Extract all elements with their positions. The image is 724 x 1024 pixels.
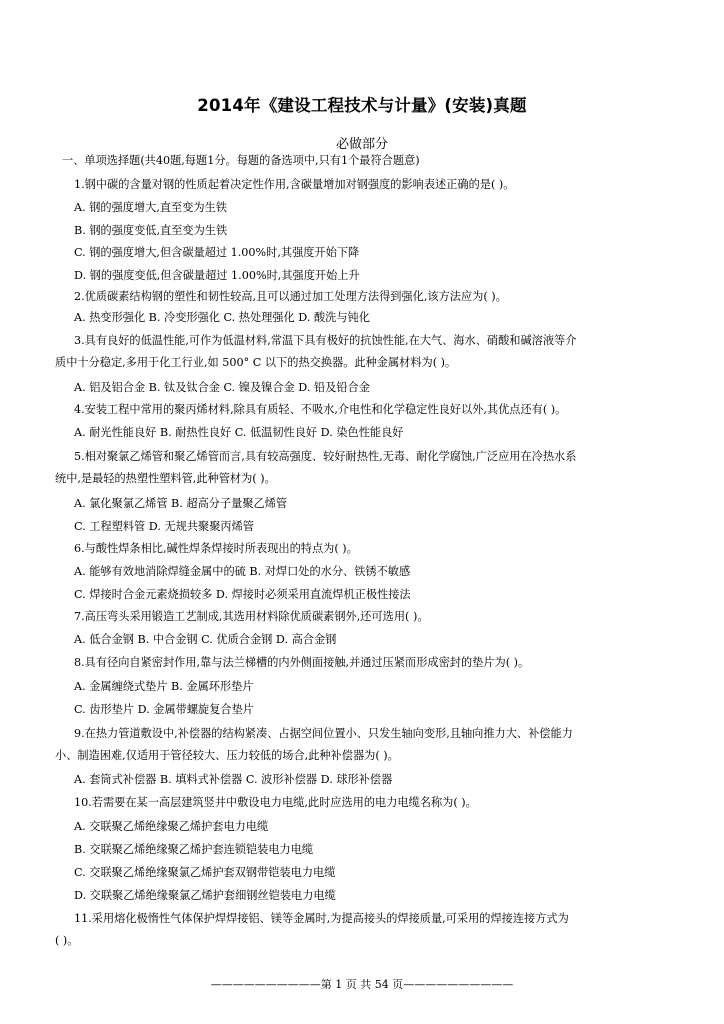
- text-line: 统中,是最轻的热塑性塑料管,此种管材为( )。: [55, 472, 276, 485]
- text-line: A. 套筒式补偿器 B. 填料式补偿器 C. 波形补偿器 D. 球形补偿器: [74, 773, 393, 786]
- text-line: 7.高压弯头采用锻造工艺制成,其选用材料除优质碳素钢外,还可选用( )。: [74, 610, 429, 623]
- text-line: 2.优质碳素结构钢的塑性和韧性较高,且可以通过加工处理方法得到强化,该方法应为( )。: [74, 290, 507, 303]
- text-line: A. 低合金钢 B. 中合金钢 C. 优质合金钢 D. 高合金钢: [74, 633, 337, 646]
- text-line: 4.安装工程中常用的聚丙烯材料,除具有质轻、不吸水,介电性和化学稳定性良好以外,其优点还有( )。: [74, 403, 567, 416]
- text-line: 5.相对聚氯乙烯管和聚乙烯管而言,具有较高强度、较好耐热性,无毒、耐化学腐蚀,广泛应用在冷热水系: [74, 450, 577, 463]
- text-line: 1.钢中碳的含量对钢的性质起着决定性作用,含碳量增加对钢强度的影响表述正确的是( )。: [74, 178, 515, 191]
- text-line: 6.与酸性焊条相比,碱性焊条焊接时所表现出的特点为( )。: [74, 542, 358, 555]
- text-line: A. 能够有效地消除焊缝金属中的硫 B. 对焊口处的水分、铁锈不敏感: [74, 565, 411, 578]
- page-title: 2014年《建设工程技术与计量》(安装)真题: [197, 96, 527, 115]
- text-line: C. 齿形垫片 D. 金属带螺旋复合垫片: [74, 703, 254, 716]
- text-line: C. 焊接时合金元素烧损较多 D. 焊接时必须采用直流焊机正极性接法: [74, 588, 411, 601]
- text-line: A. 铝及铝合金 B. 钛及钛合金 C. 镍及镍合金 D. 铅及铅合金: [74, 381, 370, 394]
- text-line: 8.具有径向自紧密封作用,靠与法兰梯槽的内外侧面接触,并通过压紧而形成密封的垫片为( )。: [74, 656, 530, 669]
- text-line: 质中十分稳定,多用于化工行业,如 500° C 以下的热交换器。此种金属材料为( )。: [55, 356, 457, 369]
- section-heading: 一、单项选择题(共40题,每题1分。每题的备选项中,只有1个最符合题意): [62, 154, 420, 167]
- text-line: 9.在热力管道敷设中,补偿器的结构紧凑、占据空间位置小、只发生轴向变形,且轴向推力大、补偿能力: [74, 727, 573, 740]
- text-line: C. 交联聚乙烯绝缘聚氯乙烯护套双钢带铠装电力电缆: [74, 866, 336, 879]
- text-line: C. 钢的强度增大,但含碳量超过 1.00%时,其强度开始下降: [74, 246, 360, 259]
- text-line: B. 钢的强度变低,直至变为生铁: [74, 224, 228, 237]
- text-line: A. 氯化聚氯乙烯管 B. 超高分子量聚乙烯管: [74, 497, 288, 510]
- page-footer: ——————————第 1 页 共 54 页——————————: [210, 978, 514, 991]
- text-line: B. 交联聚乙烯绝缘聚乙烯护套连锁铠装电力电缆: [74, 843, 314, 856]
- text-line: C. 工程塑料管 D. 无规共聚聚丙烯管: [74, 520, 254, 533]
- text-line: 11.采用熔化极惰性气体保护焊焊接铝、镁等金属时,为提高接头的焊接质量,可采用的焊接连接方式为: [74, 912, 569, 925]
- text-line: A. 金属缠绕式垫片 B. 金属环形垫片: [74, 680, 254, 693]
- text-line: 10.若需要在某一高层建筑竖井中敷设电力电缆,此时应选用的电力电缆名称为( )。: [74, 796, 477, 809]
- text-line: 3.具有良好的低温性能,可作为低温材料,常温下具有极好的抗蚀性能,在大气、海水、硝酸和碱溶液等介: [74, 334, 577, 347]
- text-line: ( )。: [55, 934, 79, 947]
- text-line: A. 交联聚乙烯绝缘聚乙烯护套电力电缆: [74, 820, 269, 833]
- text-line: 小、制造困难,仅适用于管径较大、压力较低的场合,此种补偿器为( )。: [55, 749, 399, 762]
- text-line: D. 钢的强度变低,但含碳量超过 1.00%时,其强度开始上升: [74, 269, 360, 282]
- text-line: A. 钢的强度增大,直至变为生铁: [74, 201, 227, 214]
- section-subtitle: 必做部分: [335, 137, 388, 152]
- text-line: A. 耐光性能良好 B. 耐热性良好 C. 低温韧性良好 D. 染色性能良好: [74, 426, 404, 439]
- text-line: D. 交联聚乙烯绝缘聚氯乙烯护套细钢丝铠装电力电缆: [74, 889, 336, 902]
- text-line: A. 热变形强化 B. 冷变形强化 C. 热处理强化 D. 酸洗与钝化: [74, 311, 370, 324]
